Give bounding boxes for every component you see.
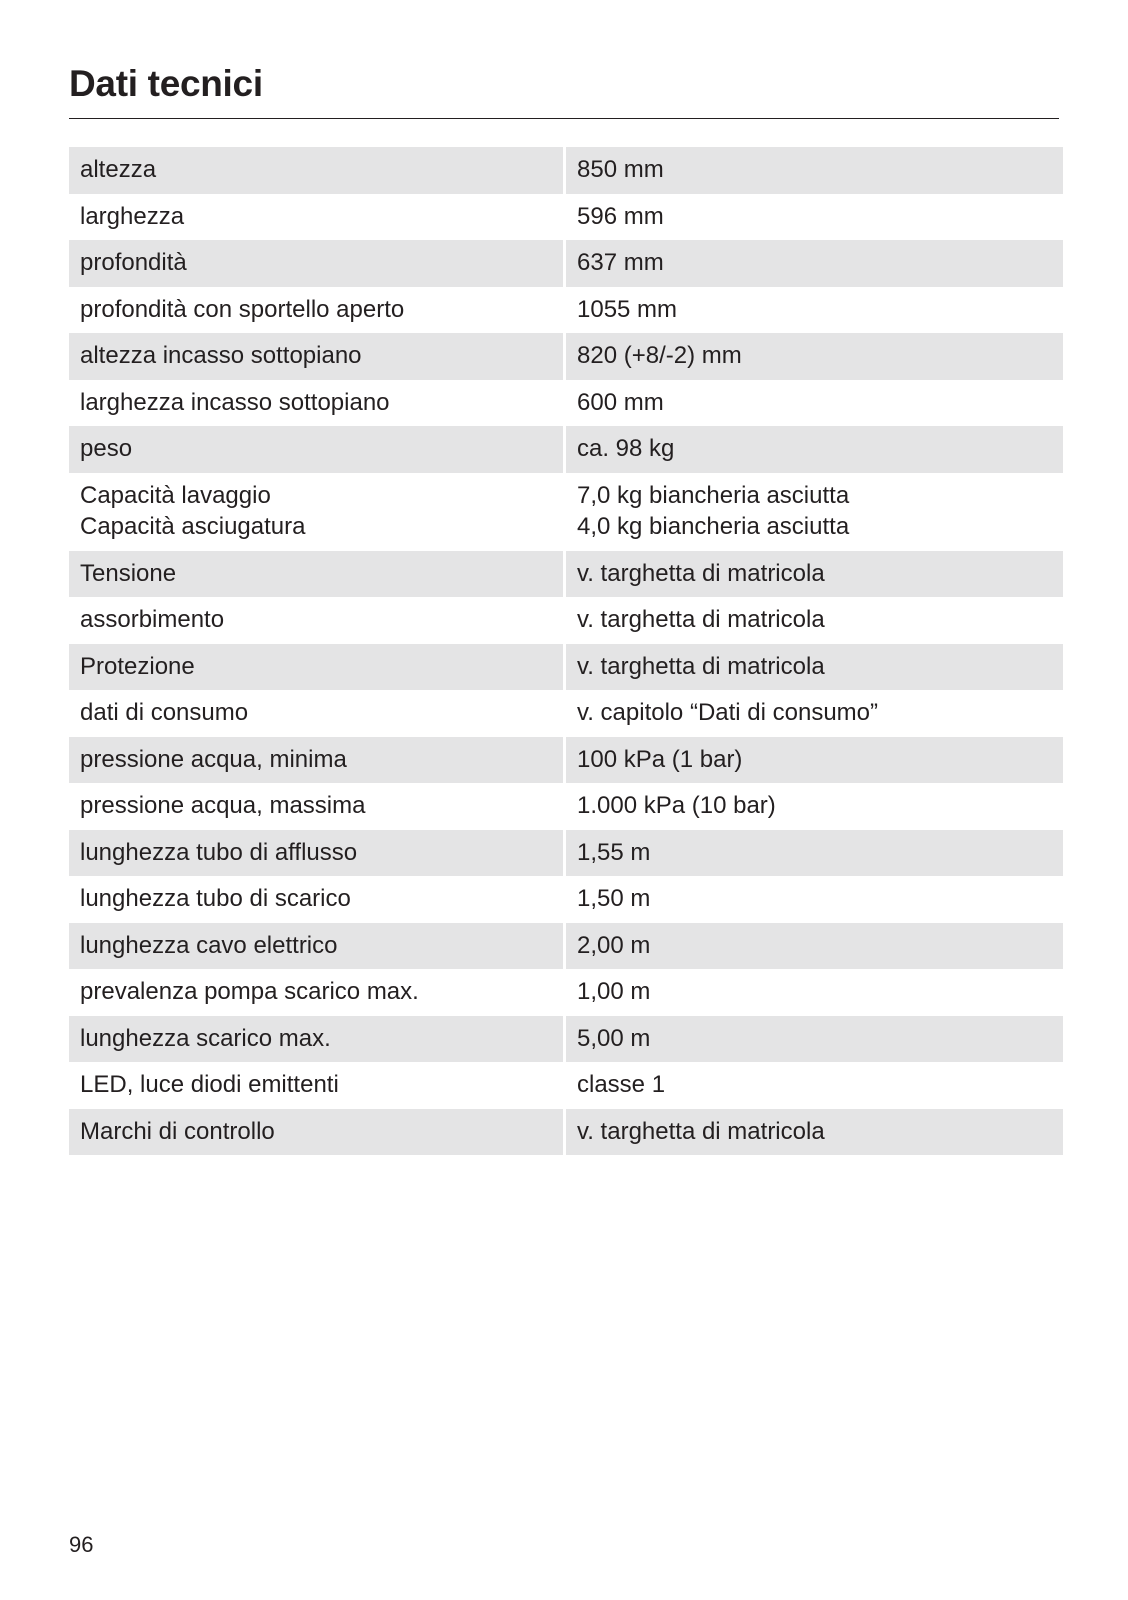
spec-value: 820 (+8/-2) mm: [566, 333, 1063, 380]
table-row: [69, 333, 1063, 380]
table-row: [69, 147, 1063, 194]
table-row: [69, 551, 1063, 598]
spec-label: larghezza: [80, 202, 185, 230]
spec-value: classe 1: [577, 1071, 666, 1098]
spec-label: pressione acqua, massima: [80, 792, 366, 819]
page-title: Dati tecnici: [69, 63, 263, 104]
spec-label: altezza: [69, 147, 563, 194]
spec-label: pressione acqua, minima: [69, 737, 563, 784]
table-row: [69, 597, 1063, 644]
table-row: [69, 1062, 1063, 1109]
technical-data-table: [69, 147, 1063, 1155]
spec-label: LED, luce diodi emittenti: [80, 1071, 339, 1098]
spec-value: 850 mm: [566, 147, 1063, 194]
spec-label: prevalenza pompa scarico max.: [80, 978, 419, 1005]
spec-value: 596 mm: [577, 202, 664, 230]
table-row: [69, 380, 1063, 427]
table-row: [69, 737, 1063, 784]
spec-label: lunghezza cavo elettrico: [69, 923, 563, 970]
spec-label: lunghezza tubo di scarico: [80, 885, 351, 912]
spec-label: assorbimento: [80, 606, 225, 633]
spec-value: v. targhetta di matricola: [566, 644, 1063, 691]
spec-label: profondità con sportello aperto: [80, 295, 405, 323]
table-row: [69, 287, 1063, 334]
table-row: [69, 1016, 1063, 1063]
spec-label: profondità: [69, 240, 563, 287]
title-divider: [69, 118, 1059, 119]
spec-value: 1,55 m: [566, 830, 1063, 877]
spec-value: v. targhetta di matricola: [566, 1109, 1063, 1156]
spec-label: lunghezza scarico max.: [69, 1016, 563, 1063]
spec-label: peso: [69, 426, 563, 473]
table-row: [69, 644, 1063, 691]
table-row: [69, 1109, 1063, 1156]
table-row: [69, 783, 1063, 830]
table-row: [69, 690, 1063, 737]
spec-value: 1055 mm: [577, 295, 678, 323]
spec-value: 1,00 m: [577, 978, 651, 1005]
spec-value: v. targhetta di matricola: [577, 606, 825, 633]
spec-value: 1,50 m: [577, 885, 651, 912]
spec-value: 1.000 kPa (10 bar): [577, 792, 776, 819]
spec-value: ca. 98 kg: [566, 426, 1063, 473]
table-row: [69, 194, 1063, 241]
table-row: [69, 473, 1063, 551]
table-row: [69, 969, 1063, 1016]
table-row: [69, 876, 1063, 923]
spec-label: Tensione: [69, 551, 563, 598]
spec-label: altezza incasso sottopiano: [69, 333, 563, 380]
spec-value: v. capitolo “Dati di consumo”: [577, 699, 879, 726]
spec-label: Marchi di controllo: [69, 1109, 563, 1156]
spec-value: 100 kPa (1 bar): [566, 737, 1063, 784]
spec-value: 7,0 kg biancheria asciutta 4,0 kg biancheria asciutta: [577, 481, 850, 540]
spec-value: 5,00 m: [566, 1016, 1063, 1063]
spec-value: 600 mm: [577, 388, 664, 416]
spec-label: lunghezza tubo di afflusso: [69, 830, 563, 877]
spec-value: 637 mm: [566, 240, 1063, 287]
table-row: [69, 830, 1063, 877]
spec-value: 2,00 m: [566, 923, 1063, 970]
table-row: [69, 923, 1063, 970]
spec-label: dati di consumo: [80, 699, 249, 726]
spec-label: larghezza incasso sottopiano: [80, 388, 390, 416]
table-row: [69, 426, 1063, 473]
page-number: 96: [69, 1532, 94, 1557]
spec-value: v. targhetta di matricola: [566, 551, 1063, 598]
table-row: [69, 240, 1063, 287]
spec-label: Protezione: [69, 644, 563, 691]
spec-label: Capacità lavaggio Capacità asciugatura: [80, 481, 306, 540]
